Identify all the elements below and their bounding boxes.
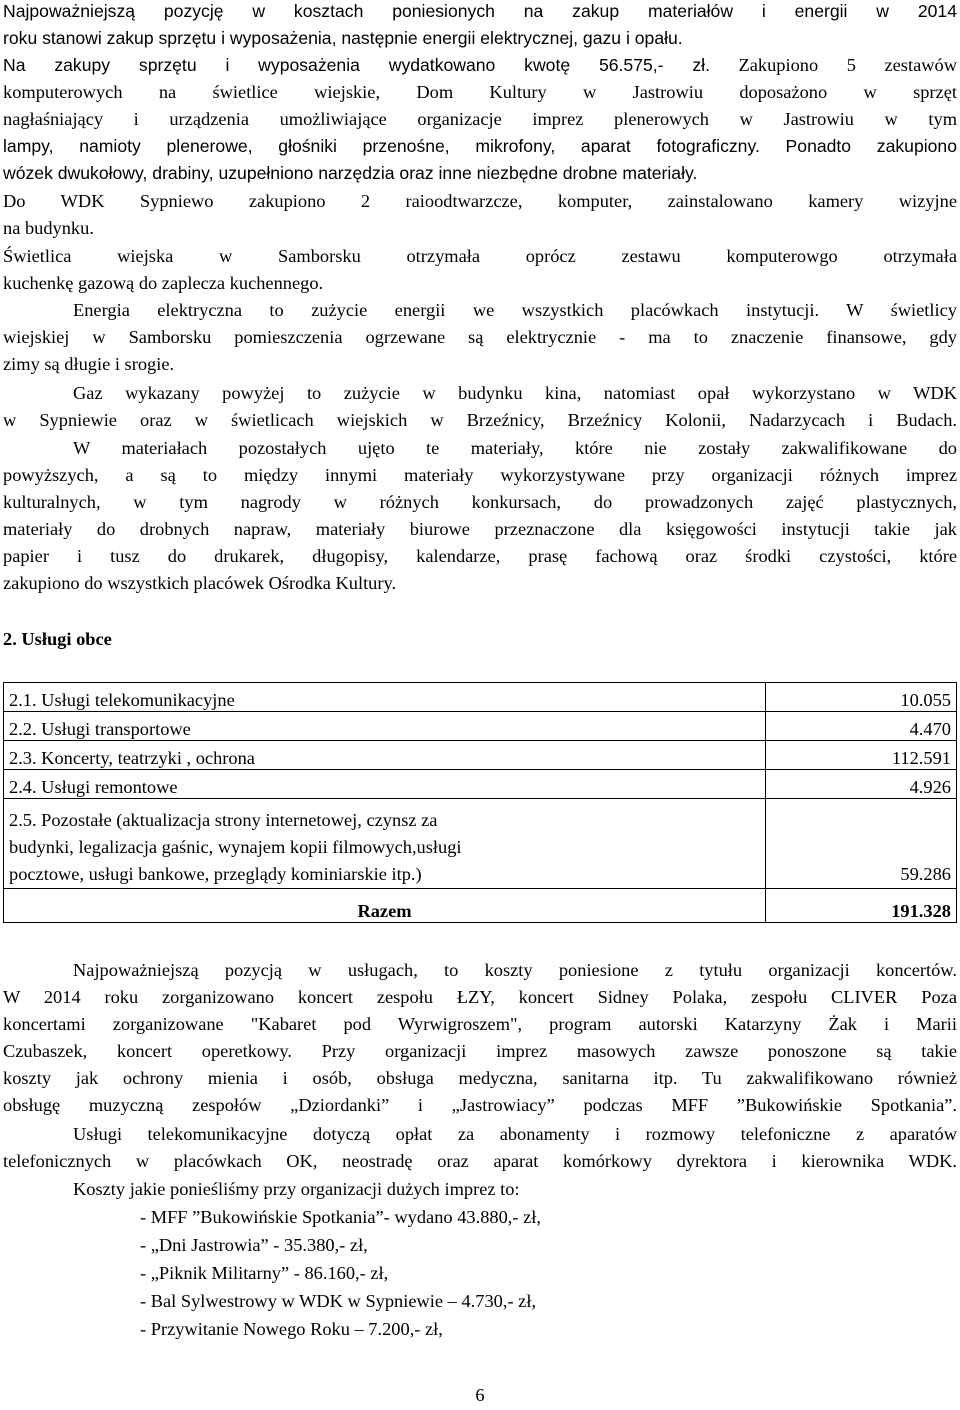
text-line: papier i tusz do drukarek, długopisy, kalendarze, prasę fachową oraz środki czystości, które — [3, 546, 957, 566]
service-label-line: pocztowe, usługi bankowe, przeglądy kominiarskie itp.) — [9, 864, 422, 884]
total-label: Razem — [4, 889, 766, 923]
text-line: wózek dwukołowy, drabiny, uzupełniono narzędzia oraz inne niezbędne drobne materiały. — [3, 163, 698, 183]
table-row — [4, 683, 957, 712]
text-line: Najpoważniejszą pozycję w kosztach poniesionych na zakup materiałów i energii w 2014 — [3, 1, 957, 21]
text-line: na budynku. — [3, 218, 94, 238]
list-item: - „Dni Jastrowia” - 35.380,- zł, — [140, 1235, 368, 1255]
text-line: komputerowych na świetlice wiejskie, Dom Kultury w Jastrowiu doposażono w sprzęt — [3, 82, 957, 102]
list-item: - Przywitanie Nowego Roku – 7.200,- zł, — [140, 1319, 443, 1339]
text-line: nagłaśniający i urządzenia umożliwiające organizacje imprez plenerowych w Jastrowiu w tym — [3, 109, 957, 129]
text-line: wiejskiej w Samborsku pomieszczenia ogrzewane są elektrycznie - ma to znaczenie finansowe, gdy — [3, 327, 957, 347]
text-line: Czubaszek, koncert operetkowy. Przy organizacji imprez masowych zawsze ponoszone są takie — [3, 1041, 957, 1061]
text-line: Świetlica wiejska w Samborsku otrzymała oprócz zestawu komputerowgo otrzymała — [3, 246, 957, 266]
service-label: 2.3. Koncerty, teatrzyki , ochrona — [4, 741, 766, 770]
service-label — [4, 799, 766, 889]
text-line: obsługę muzyczną zespołów „Dziordanki” i „Jastrowiacy” podczas MFF ”Bukowińskie Spotkania”. — [3, 1095, 957, 1115]
text-line: Usługi telekomunikacyjne dotyczą opłat za abonamenty i rozmowy telefoniczne z aparatów — [73, 1124, 957, 1144]
text-line: telefonicznych w placówkach OK, neostradę oraz aparat komórkowy dyrektora i kierownika WDK. — [3, 1151, 957, 1171]
text-line: Gaz wykazany powyżej to zużycie w budynku kina, natomiast opał wykorzystano w WDK — [73, 383, 957, 403]
text-line: materiały do drobnych napraw, materiały biurowe przeznaczone dla księgowości instytucji takie jak — [3, 519, 957, 539]
list-item: - Bal Sylwestrowy w WDK w Sypniewie – 4.730,- zł, — [140, 1291, 537, 1311]
service-value: 10.055 — [766, 683, 957, 712]
section-heading: 2. Usługi obce — [3, 629, 112, 649]
service-value: 112.591 — [766, 741, 957, 770]
text-line: zimy są długie i srogie. — [3, 354, 175, 374]
text-line: kuchenkę gazową do zaplecza kuchennego. — [3, 273, 324, 293]
table-row — [4, 741, 957, 770]
table-row — [4, 770, 957, 799]
services-table — [3, 682, 957, 923]
service-label: 2.1. Usługi telekomunikacyjne — [4, 683, 766, 712]
text-line: zakupiono do wszystkich placówek Ośrodka Kultury. — [3, 573, 397, 593]
text-line: kulturalnych, w tym nagrody w różnych konkursach, do prowadzonych zajęć plastycznych, — [3, 492, 957, 512]
service-value: 4.470 — [766, 712, 957, 741]
total-row — [4, 889, 957, 923]
sans-text: Na zakupy sprzętu i wyposażenia wydatkowano kwotę 56.575,- zł. — [3, 55, 710, 75]
service-value: 4.926 — [766, 770, 957, 799]
service-label-line: budynki, legalizacja gaśnic, wynajem kopii filmowych,usługi — [9, 837, 462, 857]
text-line: Energia elektryczna to zużycie energii we wszystkich placówkach instytucji. W świetlicy — [73, 300, 957, 320]
list-item: - MFF ”Bukowińskie Spotkania”- wydano 43.880,- zł, — [140, 1207, 541, 1227]
service-label: 2.4. Usługi remontowe — [4, 770, 766, 799]
service-label: 2.2. Usługi transportowe — [4, 712, 766, 741]
text-line: koncertami zorganizowane "Kabaret pod Wyrwigroszem", program autorski Katarzyny Żak i Marii — [3, 1014, 957, 1034]
table-row — [4, 799, 957, 889]
text-line: W materiałach pozostałych ujęto te materiały, które nie zostały zakwalifikowane do — [73, 438, 957, 458]
text-line: powyższych, a są to między innymi materiały wykorzystywane przy organizacji różnych imprez — [3, 465, 957, 485]
page-number: 6 — [475, 1385, 485, 1405]
list-item: - „Piknik Militarny” - 86.160,- zł, — [140, 1263, 389, 1283]
text-line: koszty jak ochrony mienia i osób, obsługa medyczna, sanitarna itp. Tu zakwalifikowano również — [3, 1068, 957, 1088]
text-line: w Sypniewie oraz w świetlicach wiejskich w Brzeźnicy, Brzeźnicy Kolonii, Nadarzycach i Budach. — [3, 410, 957, 430]
text-line: lampy, namioty plenerowe, głośniki przenośne, mikrofony, aparat fotograficzny. Ponadto zakupiono — [3, 136, 957, 156]
text-line: roku stanowi zakup sprzętu i wyposażenia, następnie energii elektrycznej, gazu i opału. — [3, 28, 683, 48]
text-line: Do WDK Sypniewo zakupiono 2 raioodtwarzcze, komputer, zainstalowano kamery wizyjne — [3, 191, 957, 211]
text-line — [3, 52, 957, 79]
table-row — [4, 712, 957, 741]
service-label-line: 2.5. Pozostałe (aktualizacja strony internetowej, czynsz za — [9, 810, 438, 830]
text-line: Najpoważniejszą pozycją w usługach, to koszty poniesione z tytułu organizacji koncertów. — [73, 960, 957, 980]
serif-text: Zakupiono 5 zestawów — [709, 55, 957, 75]
events-intro: Koszty jakie ponieśliśmy przy organizacji dużych imprez to: — [73, 1179, 520, 1199]
text-line: W 2014 roku zorganizowano koncert zespołu ŁZY, koncert Sidney Polaka, zespołu CLIVER Poza — [3, 987, 957, 1007]
total-value: 191.328 — [766, 889, 957, 923]
service-value: 59.286 — [766, 799, 957, 889]
